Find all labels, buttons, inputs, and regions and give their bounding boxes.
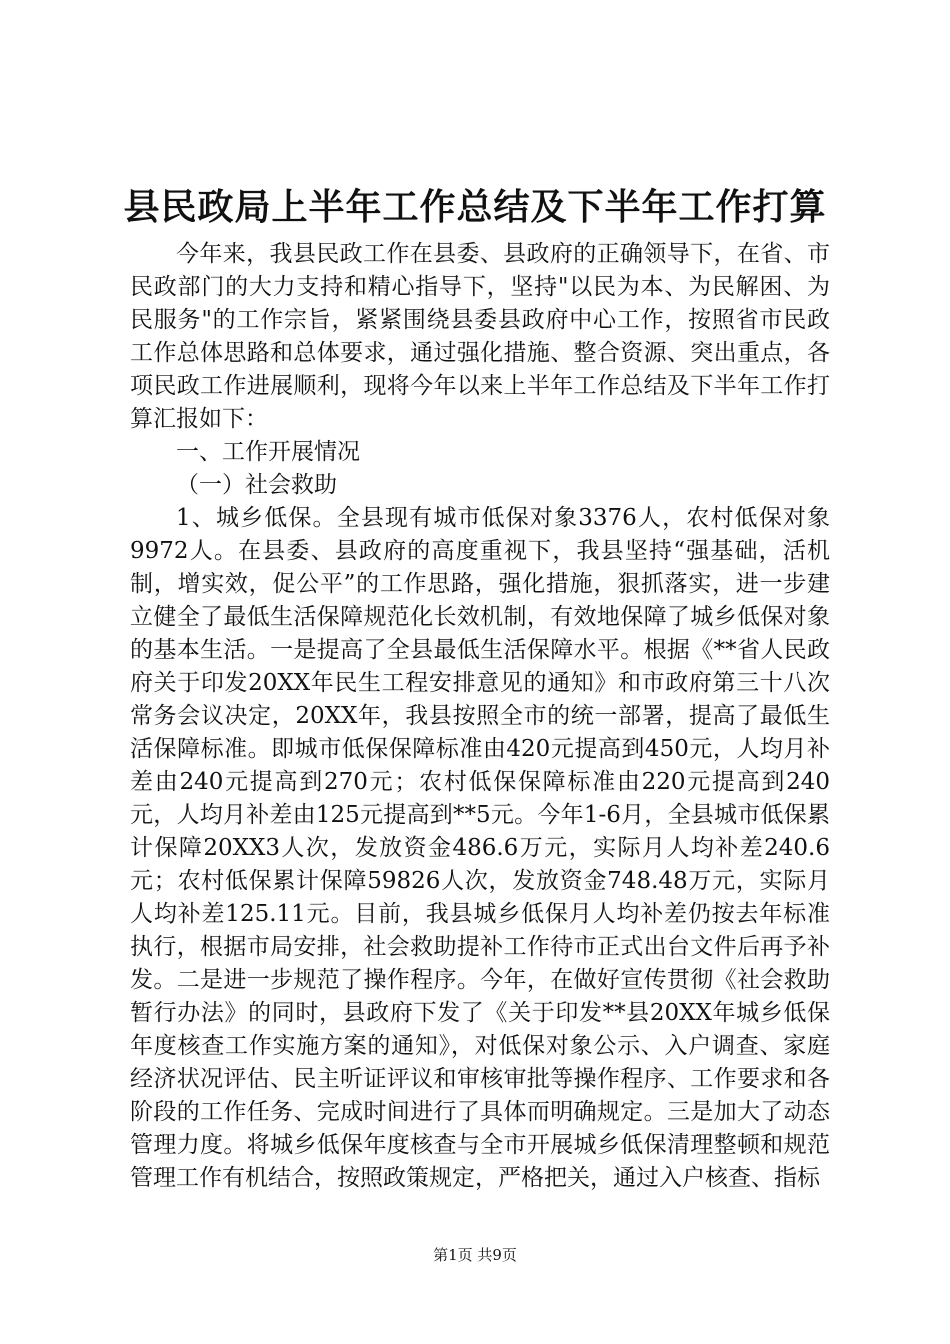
body-paragraph: 1、城乡低保。全县现有城市低保对象3376人，农村低保对象9972人。在县委、县政府的高度重视下，我县坚持“强基础，活机制，增实效，促公平”的工作思路，强化措施，狠抓落实，进一步建立健全了最低生活保障规范化长效机制，有效地保障了城乡低保对象的基本生活。一是提高了全县最低生活保障水平。根据《**省人民政府关于印发20XX年民生工程安排意见的通知》和市政府第三十八次常务会议决定，20XX年，我县按照全市的统一部署，提高了最低生活保障标准。即城市低保保障标准由420元提高到450元，人均月补差由240元提高到270元；农村低保保障标准由220元提高到240元，人均月补差由125元提高到**5元。今年1-6月，全县城市低保累计保障20XX3人次，发放资金486.6万元，实际月人均补差240.6元；农村低保累计保障59826人次，发放资金748.48万元，实际月人均补差125.11元。目前，我县城乡低保月人均补差仍按去年标准执行，根据市局安排，社会救助提补工作待市正式出台文件后再予补发。二是进一步规范了操作程序。今年，在做好宣传贯彻《社会救助暂行办法》的同时，县政府下发了《关于印发**县20XX年城乡低保年度核查工作实施方案的通知》，对低保对象公示、入户调查、家庭经济状况评估、民主听证评议和审核审批等操作程序、工作要求和各阶段的工作任务、完成时间进行了具体而明确规定。三是加大了动态管理力度。将城乡低保年度核查与全市开展城乡低保清理整顿和规范管理工作有机结合，按照政策规定，严格把关，通过入户核查、指标 [130, 505, 830, 1191]
document-title: 县民政局上半年工作总结及下半年工作打算 [123, 187, 827, 228]
document-body [130, 238, 830, 1195]
subsection-heading: （一）社会救助 [176, 472, 337, 498]
page-footer: 第1页 共9页 [433, 1246, 517, 1264]
section-heading: 一、工作开展情况 [176, 439, 360, 465]
intro-paragraph: 今年来，我县民政工作在县委、县政府的正确领导下，在省、市民政部门的大力支持和精心指导下，坚持"以民为本、为民解困、为民服务"的工作宗旨，紧紧围绕县委县政府中心工作，按照省市民政工作总体思路和总体要求，通过强化措施、整合资源、突出重点，各项民政工作进展顺利，现将今年以来上半年工作总结及下半年工作打算汇报如下： [130, 241, 830, 432]
